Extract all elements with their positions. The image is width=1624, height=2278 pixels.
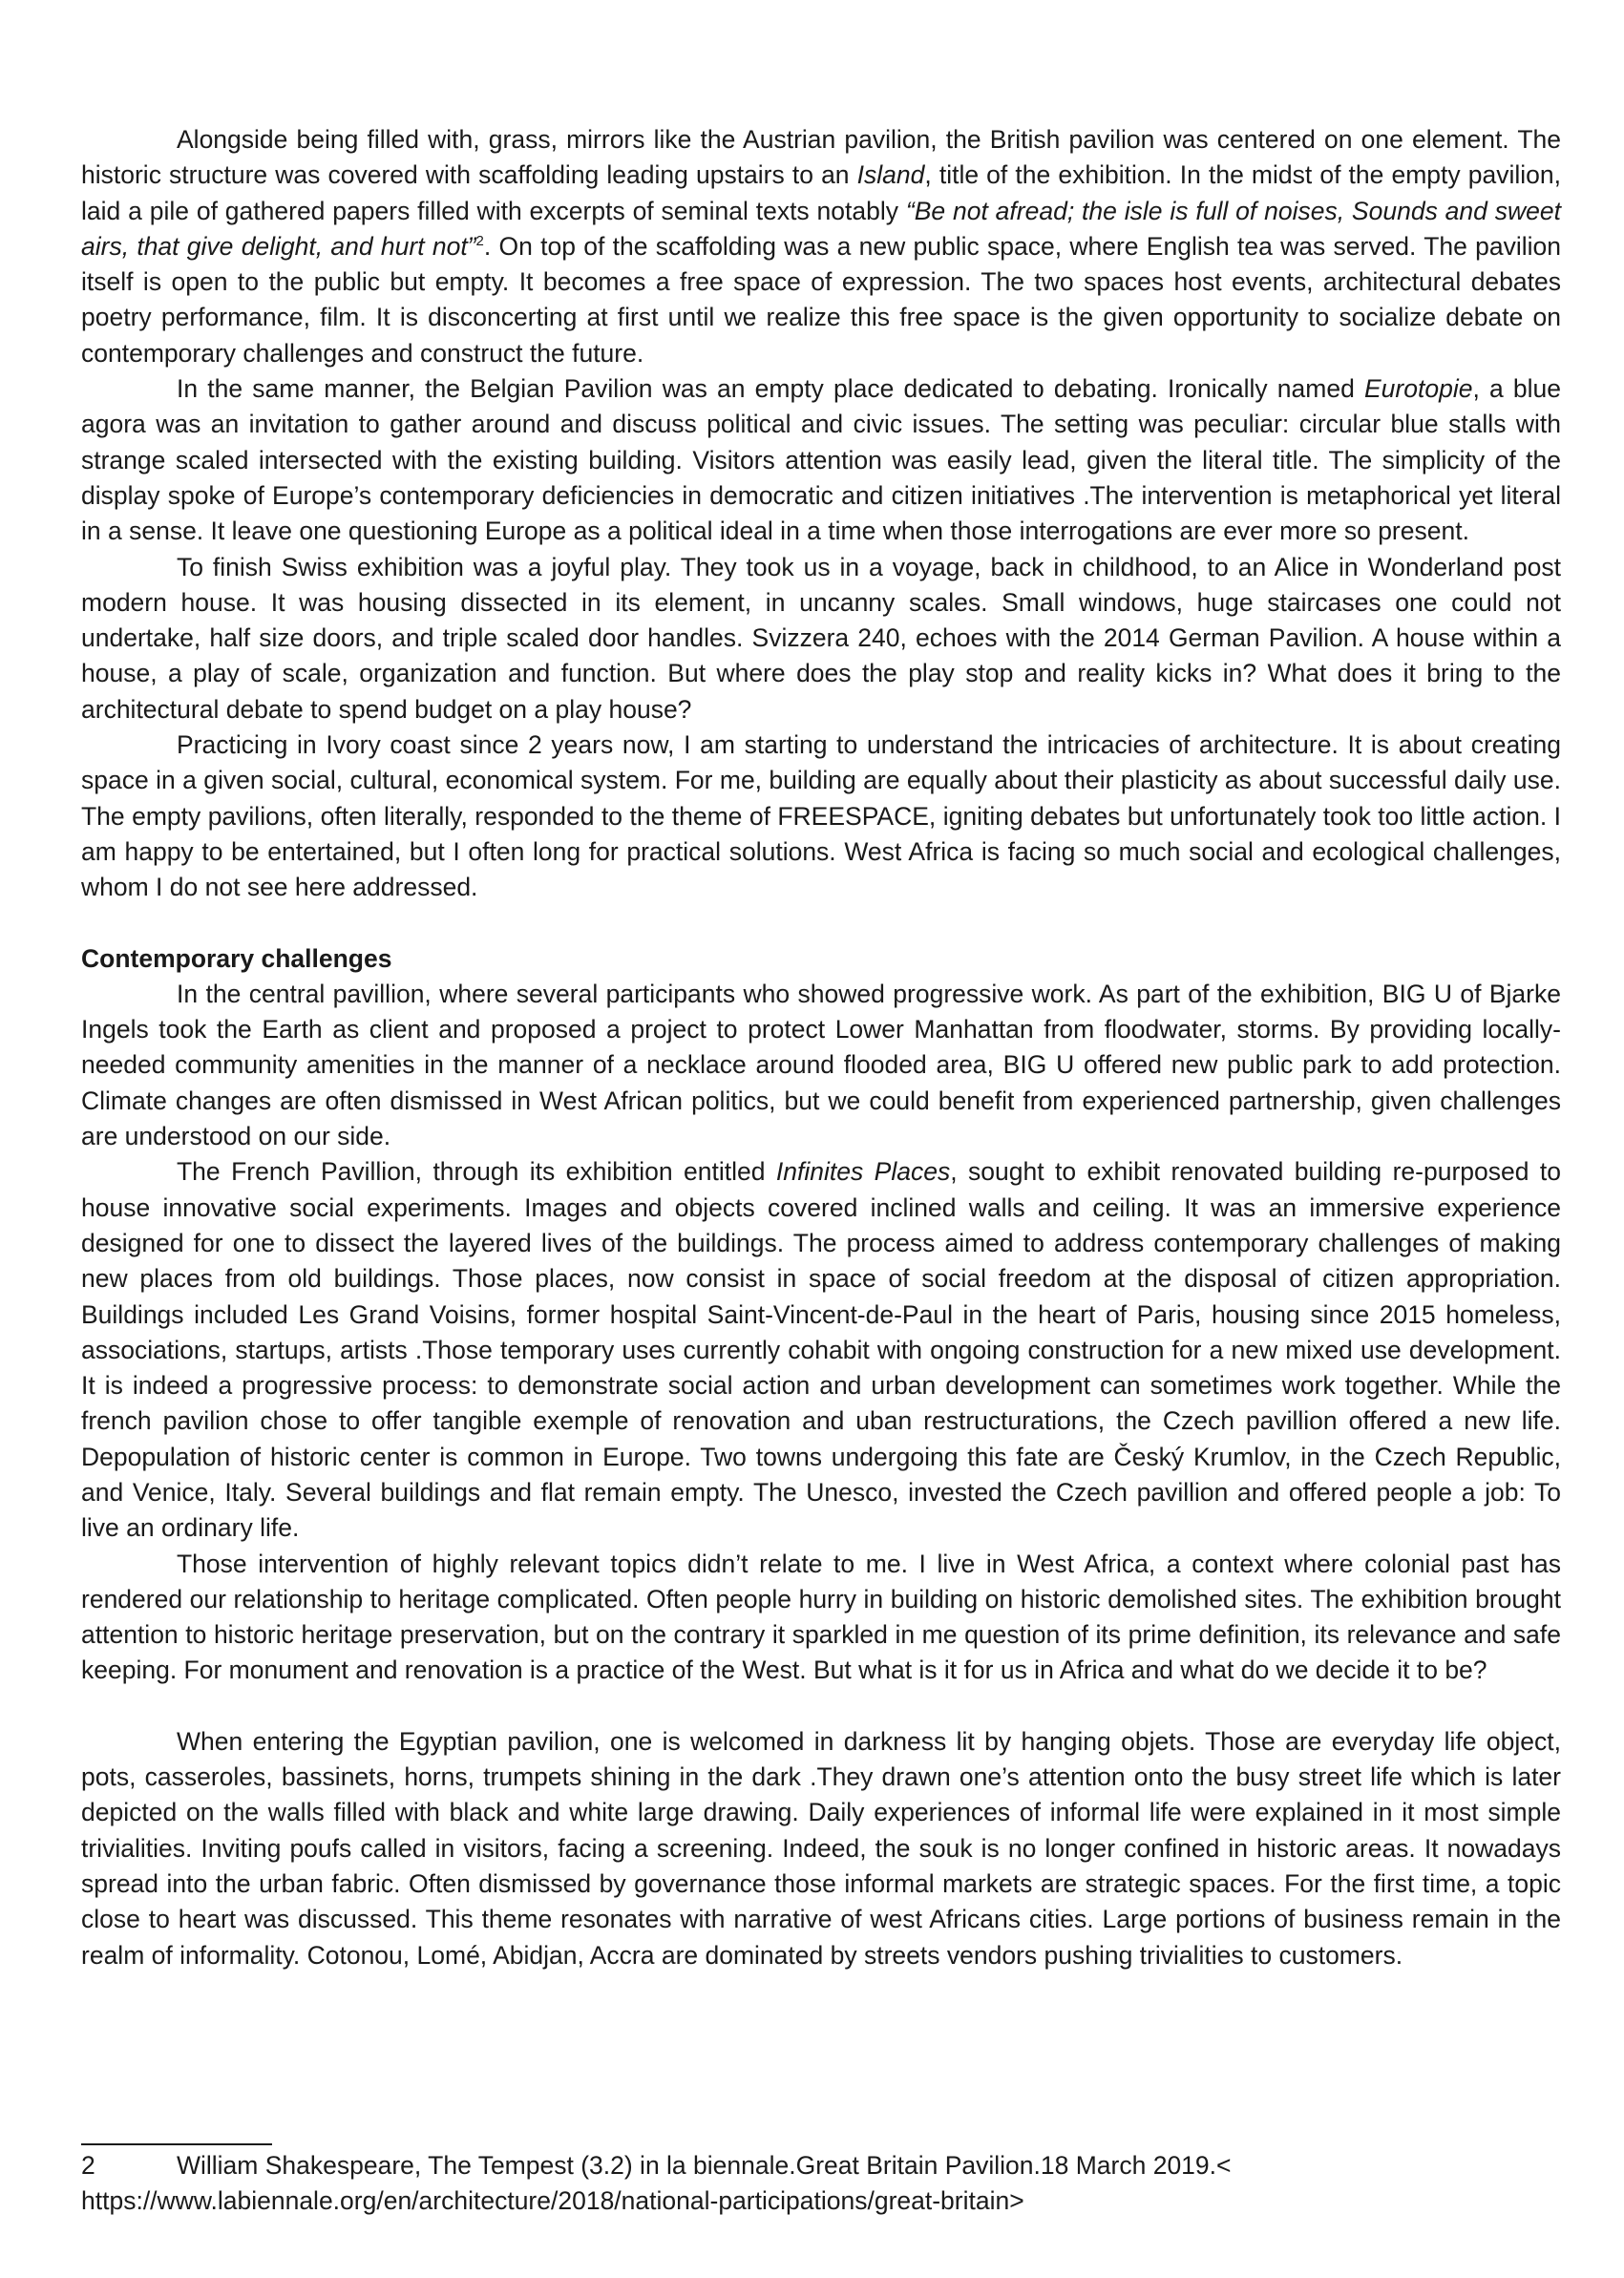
spacer [81, 1689, 1561, 1724]
paragraph-heritage: Those intervention of highly relevant topics didn’t relate to me. I live in West Africa, a context where colonial past has rendered our relationship to heritage complicated. Often people hurry in building on historic demolished sites. The exhibition brought attention to historic heritage preservation, but on the contrary it sparkled in me question of its prime definition, its relevance and safe keeping. For monument and renovation is a practice of the West. But what is it for us in Africa and what do we decide it to be? [81, 1549, 1561, 1685]
exhibition-title-island: Island [856, 160, 925, 190]
exhibition-title-eurotopie: Eurotopie [1364, 374, 1473, 404]
paragraph-belgian-pavilion: In the same manner, the Belgian Pavilion was an empty place dedicated to debating. Ironically named Eurotopie, a blue agora was an invitation to gather around and discuss political and civic issues. The setting was peculiar: circular blue stalls with strange scaled intersected with the existing building. Visitors attention was easily lead, given the literal title. The simplicity of the display spoke of Europe’s contemporary deficiencies in democratic and citizen initiatives .The intervention is metaphorical yet literal in a sense. It leave one questioning Europe as a political ideal in a time when those interrogations are ever more so present. [81, 374, 1561, 546]
footnote-divider [81, 2143, 272, 2145]
paragraph-french-pavilion: The French Pavillion, through its exhibition entitled Infinites Places, sought to exhibit renovated building re-purposed to house innovative social experiments. Images and objects covered inclined walls and ceiling. It was an immersive experience designed for one to dissect the layered lives of the buildings. The process aimed to address contemporary challenges of making new places from old buildings. Those places, now consist in space of social freedom at the disposal of citizen appropriation. Buildings included Les Grand Voisins, former hospital Saint-Vincent-de-Paul in the heart of Paris, housing since 2015 homeless, associations, startups, artists .Those temporary uses currently cohabit with ongoing construction for a new mixed use development. It is indeed a progressive process: to demonstrate social action and urban development can sometimes work together. While the french pavilion chose to offer tangible exemple of renovation and uban restructurations, the Czech pavillion offered a new life. Depopulation of historic center is common in Europe. Two towns undergoing this fate are Český Krumlov, in the Czech Republic, and Venice, Italy. Several buildings and flat remain empty. The Unesco, invested the Czech pavillion and offered people a job: To live an ordinary life. [81, 1157, 1561, 1543]
footnote-text: William Shakespeare, The Tempest (3.2) in la biennale.Great Britain Pavilion.18 March 2019.< https://www.labiennale.org/en/architecture/2018/national-participations/great-britain> [81, 2151, 1232, 2216]
exhibition-title-infinites: Infinites Places [775, 1157, 951, 1187]
paragraph-ivory-coast: Practicing in Ivory coast since 2 years now, I am starting to understand the intricacies of architecture. It is about creating space in a given social, cultural, economical system. For me, building are equally about their plasticity as about successful daily use. The empty pavilions, often literally, responded to the theme of FREESPACE, igniting debates but unfortunately took too little action. I am happy to be entertained, but I often long for practical solutions. West Africa is facing so much social and ecological challenges, whom I do not see here addressed. [81, 730, 1561, 902]
document-body [81, 122, 1561, 1973]
paragraph-egyptian-pavilion: When entering the Egyptian pavilion, one is welcomed in darkness lit by hanging objets. Those are everyday life object, pots, casseroles, bassinets, horns, trumpets shining in the dark .They drawn one’s attention onto the busy street life which is later depicted on the walls filled with black and white large drawing. Daily experiences of informal life were explained in it most simple trivialities. Inviting poufs called in visitors, facing a screening. Indeed, the souk is no longer confined in historic areas. It nowadays spread into the urban fabric. Often dismissed by governance those informal markets are strategic spaces. For the first time, a topic close to heart was discussed. This theme resonates with narrative of west Africans cities. Large portions of business remain in the realm of informality. Cotonou, Lomé, Abidjan, Accra are dominated by streets vendors pushing trivialities to customers. [81, 1726, 1561, 1970]
footnote-number: 2 [81, 2151, 95, 2180]
paragraph-british-pavilion: Alongside being filled with, grass, mirrors like the Austrian pavilion, the British pavilion was centered on one element. The historic structure was covered with scaffolding leading upstairs to an Island, title of the exhibition. In the midst of the empty pavilion, laid a pile of gathered papers filled with excerpts of seminal texts notably “Be not afread; the isle is full of noises, Sounds and sweet airs, that give delight, and hurt not”$^2$. On top of the scaffolding was a new public space, where English tea was served. The pavilion itself is open to the public but empty. It becomes a free space of expression. The two spaces host events, architectural debates poetry performance, film. It is disconcerting at first until we realize this free space is the given opportunity to socialize debate on contemporary challenges and construct the future. [81, 125, 1561, 368]
section-heading: Contemporary challenges [81, 943, 392, 973]
tempest-quote: “Be not afread; the isle is full of noises, Sounds and sweet airs, that give delight, and hurt not” [81, 196, 1561, 261]
footnote [81, 2148, 1561, 2220]
spacer [81, 906, 1561, 941]
paragraph-central-pavilion: In the central pavillion, where several participants who showed progressive work. As part of the exhibition, BIG U of Bjarke Ingels took the Earth as client and proposed a project to protect Lower Manhattan from floodwater, storms. By providing locally-needed community amenities in the manner of a necklace around flooded area, BIG U offered new public park to add protection. Climate changes are often dismissed in West African politics, but we could benefit from experienced partnership, given challenges are understood on our side. [81, 979, 1561, 1151]
paragraph-swiss-pavilion: To finish Swiss exhibition was a joyful play. They took us in a voyage, back in childhood, to an Alice in Wonderland post modern house. It was housing dissected in its element, in uncanny scales. Small windows, huge staircases one could not undertake, half size doors, and triple scaled door handles. Svizzera 240, echoes with the 2014 German Pavilion. A house within a house, a play of scale, organization and function. But where does the play stop and reality kicks in? What does it bring to the architectural debate to spend budget on a play house? [81, 552, 1561, 724]
footnote-reference: 2 [475, 233, 484, 250]
